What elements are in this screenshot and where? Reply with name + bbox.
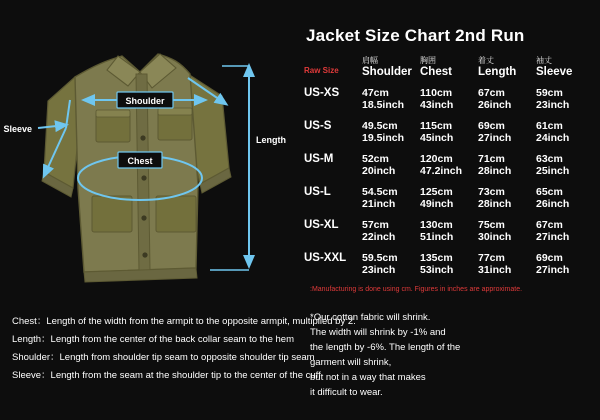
table-row (304, 247, 594, 280)
value-cm: 110cm (420, 87, 453, 99)
value-cm: 120cm (420, 153, 453, 165)
cell-length (478, 214, 536, 247)
cell-chest (420, 148, 478, 181)
header-chest-en: Chest (420, 66, 452, 78)
value-inch: 27inch (478, 132, 512, 144)
value-cm: 71cm (478, 153, 505, 165)
cell-sleeve (536, 115, 594, 148)
value-inch: 22inch (362, 231, 396, 243)
cell-shoulder (362, 115, 420, 148)
value-inch: 47.2inch (420, 165, 463, 177)
cell-length (478, 181, 536, 214)
value-cm: 59cm (536, 87, 563, 99)
value-inch: 21inch (362, 198, 396, 210)
header-length (478, 56, 536, 82)
value-cm: 59.5cm (362, 252, 398, 264)
header-shoulder (362, 56, 420, 82)
header-shoulder-jp: 肩幅 (362, 56, 378, 65)
value-cm: 73cm (478, 186, 505, 198)
value-cm: 57cm (362, 219, 389, 231)
cell-chest (420, 82, 478, 115)
shrink-note-line-2: The width will shrink by -1% and (310, 327, 446, 338)
header-sleeve-jp: 袖丈 (536, 56, 552, 65)
definition-sleeve: Sleeve：Length from the seam at the shoulder tip to the center of the cuff (12, 370, 321, 381)
cell-sleeve (536, 181, 594, 214)
value-cm: 135cm (420, 252, 453, 264)
cell-length (478, 247, 536, 280)
value-inch: 45inch (420, 132, 454, 144)
shrink-note-line-4: garment will shrink, (310, 357, 392, 368)
cell-sleeve (536, 82, 594, 115)
value-cm: 52cm (362, 153, 389, 165)
value-inch: 18.5inch (362, 99, 405, 111)
value-inch: 31inch (478, 264, 512, 276)
value-inch: 28inch (478, 198, 512, 210)
cell-length (478, 148, 536, 181)
manufacturing-note: :Manufacturing is done using cm. Figures in inches are approximate. (310, 286, 523, 293)
jacket-diagram-svg (0, 0, 300, 300)
cell-shoulder (362, 181, 420, 214)
header-shoulder-en: Shoulder (362, 66, 412, 78)
row-size-cell (304, 181, 362, 214)
value-cm: 75cm (478, 219, 505, 231)
value-inch: 25inch (536, 165, 570, 177)
cell-shoulder (362, 82, 420, 115)
value-inch: 43inch (420, 99, 454, 111)
value-inch: 23inch (536, 99, 570, 111)
value-cm: 67cm (536, 219, 563, 231)
header-size-cell (304, 56, 362, 82)
header-length-jp: 着丈 (478, 56, 494, 65)
value-inch: 26inch (536, 198, 570, 210)
cell-chest (420, 247, 478, 280)
value-inch: 28inch (478, 165, 512, 177)
value-cm: 77cm (478, 252, 505, 264)
row-size-cell (304, 247, 362, 280)
value-cm: 54.5cm (362, 186, 398, 198)
value-inch: 20inch (362, 165, 396, 177)
definition-length: Length：Length from the center of the back collar seam to the hem (12, 334, 294, 345)
shrink-note (310, 310, 595, 400)
value-cm: 49.5cm (362, 120, 398, 132)
value-cm: 67cm (478, 87, 505, 99)
size-label: US-S (304, 120, 332, 132)
header-chest (420, 56, 478, 82)
header-sleeve (536, 56, 594, 82)
size-chart (304, 26, 596, 280)
cell-sleeve (536, 214, 594, 247)
sleeve-label: Sleeve (3, 124, 32, 134)
size-label: US-XL (304, 219, 339, 231)
row-size-cell (304, 214, 362, 247)
shrink-note-line-5: but not in a way that makes (310, 372, 426, 383)
value-cm: 130cm (420, 219, 453, 231)
cell-shoulder (362, 148, 420, 181)
shrink-note-line-6: it difficult to wear. (310, 387, 383, 398)
value-inch: 49inch (420, 198, 454, 210)
value-inch: 30inch (478, 231, 512, 243)
cell-sleeve (536, 247, 594, 280)
shoulder-label: Shoulder (125, 96, 165, 106)
value-inch: 51inch (420, 231, 454, 243)
value-inch: 27inch (536, 264, 570, 276)
shrink-note-line-1: *Our cotton fabric will shrink. (310, 312, 431, 323)
header-sleeve-en: Sleeve (536, 66, 573, 78)
value-cm: 61cm (536, 120, 563, 132)
page-title: Jacket Size Chart 2nd Run (306, 26, 525, 45)
row-size-cell (304, 148, 362, 181)
size-table (304, 56, 594, 280)
table-header-row (304, 56, 594, 82)
value-cm: 115cm (420, 120, 453, 132)
cell-length (478, 82, 536, 115)
raw-size-note: Raw Size (304, 66, 339, 75)
length-label: Length (256, 135, 286, 145)
table-row (304, 214, 594, 247)
header-length-en: Length (478, 66, 517, 78)
chest-label: Chest (127, 156, 153, 166)
table-row (304, 181, 594, 214)
value-cm: 47cm (362, 87, 389, 99)
table-row (304, 82, 594, 115)
cell-chest (420, 181, 478, 214)
row-size-cell (304, 115, 362, 148)
header-chest-jp: 胸囲 (420, 56, 436, 65)
value-cm: 125cm (420, 186, 453, 198)
size-label: US-L (304, 186, 331, 198)
cell-shoulder (362, 247, 420, 280)
size-label: US-M (304, 153, 334, 165)
value-inch: 19.5inch (362, 132, 405, 144)
value-inch: 24inch (536, 132, 570, 144)
definition-chest: Chest：Length of the width from the armpit to the opposite armpit, multiplied by 2. (12, 316, 356, 327)
value-inch: 23inch (362, 264, 396, 276)
table-row (304, 148, 594, 181)
value-cm: 65cm (536, 186, 563, 198)
value-cm: 63cm (536, 153, 563, 165)
cell-shoulder (362, 214, 420, 247)
cell-length (478, 115, 536, 148)
table-row (304, 115, 594, 148)
cell-chest (420, 214, 478, 247)
cell-chest (420, 115, 478, 148)
row-size-cell (304, 82, 362, 115)
value-inch: 27inch (536, 231, 570, 243)
definition-shoulder: Shoulder：Length from shoulder tip seam to opposite shoulder tip seam (12, 352, 315, 363)
shrink-note-line-3: the length by -6%. The length of the (310, 342, 461, 353)
value-inch: 26inch (478, 99, 512, 111)
jacket-illustration (0, 0, 300, 300)
value-inch: 53inch (420, 264, 454, 276)
size-label: US-XS (304, 87, 340, 99)
value-cm: 69cm (536, 252, 563, 264)
cell-sleeve (536, 148, 594, 181)
value-cm: 69cm (478, 120, 505, 132)
size-label: US-XXL (304, 252, 347, 264)
